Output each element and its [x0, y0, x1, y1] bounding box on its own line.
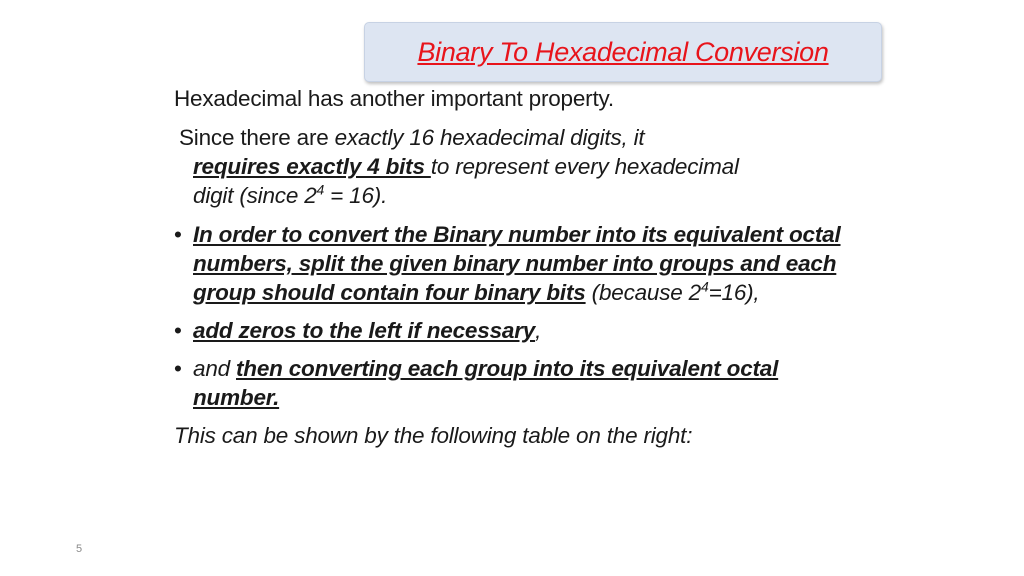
- slide-body: [174, 84, 854, 450]
- closing-text: This can be shown by the following table on the right:: [174, 423, 693, 448]
- para-text-4: to represent every hexadecimal: [430, 154, 739, 179]
- step-1-rest2: =16),: [708, 280, 760, 305]
- list-item: [174, 316, 854, 345]
- bullet-marker: •: [174, 222, 182, 247]
- list-item: [174, 354, 854, 412]
- para-sup: 4: [316, 181, 325, 198]
- para-text-5: digit (since 2: [193, 183, 317, 208]
- bullet-marker: •: [174, 356, 182, 381]
- para-emphasis: requires exactly 4 bits: [193, 154, 431, 179]
- para-text-1: Since there are: [179, 125, 335, 150]
- slide-number: 5: [76, 543, 83, 555]
- list-item: [174, 220, 854, 307]
- slide-title: Binary To Hexadecimal Conversion: [417, 36, 829, 67]
- step-3-bold: then converting each group into its equivalent octal number.: [193, 356, 779, 410]
- steps-list: [174, 220, 854, 412]
- intro-text: Hexadecimal has another important property.: [174, 86, 614, 111]
- step-1-rest: (because 2: [585, 280, 701, 305]
- step-1-sup: 4: [700, 278, 709, 295]
- step-2-bold: add zeros to the left if necessary: [193, 318, 536, 343]
- para-text-6: = 16).: [324, 183, 388, 208]
- property-paragraph: [174, 123, 854, 210]
- bullet-marker: •: [174, 318, 182, 343]
- step-3-pre: and: [193, 356, 236, 381]
- slide-title-box: [364, 22, 882, 82]
- step-1-bold: In order to convert the Binary number into its equivalent octal numbers, split the given binary number into groups and each group should contain four binary bits: [193, 222, 841, 305]
- para-text-2: exactly 16 hexadecimal digits, it: [334, 125, 645, 150]
- step-2-rest: ,: [535, 318, 542, 343]
